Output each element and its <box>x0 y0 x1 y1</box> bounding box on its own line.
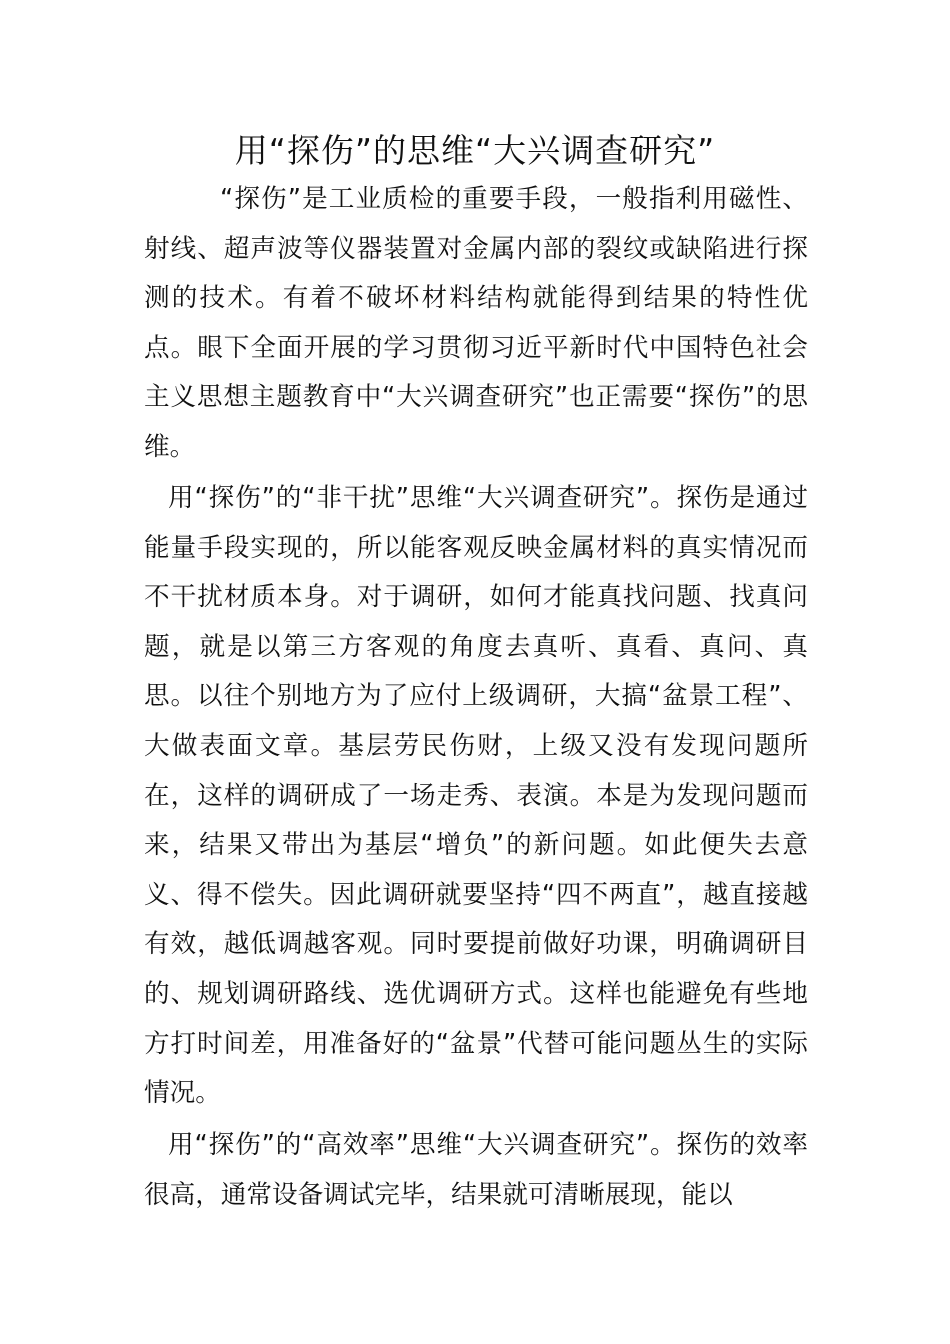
paragraph-intro: “探伤”是工业质检的重要手段，一般指利用磁性、射线、超声波等仪器装置对金属内部的裂纹或缺陷进行探测的技术。有着不破坏材料结构就能得到结果的特性优点。眼下全面开展的学习贯彻习近平新时代中国特色社会主义思想主题教育中“大兴调查研究”也正需要“探伤”的思维。 <box>144 184 808 462</box>
document-title: 用“探伤”的思维“大兴调查研究” <box>234 131 716 170</box>
paragraph-high-efficiency: 用“探伤”的“高效率”思维“大兴调查研究”。探伤的效率很高，通常设备调试完毕，结果就可清晰展现，能以 <box>144 1130 808 1210</box>
paragraph-non-interference: 用“探伤”的“非干扰”思维“大兴调查研究”。探伤是通过能量手段实现的，所以能客观反映金属材料的真实情况而不干扰材质本身。对于调研，如何才能真找问题、找真问题，就是以第三方客观的角度去真听、真看、真问、真思。以往个别地方为了应付上级调研，大搞“盆景工程”、大做表面文章。基层劳民伤财，上级又没有发现问题所在，这样的调研成了一场走秀、表演。本是为发现问题而来，结果又带出为基层“增负”的新问题。如此便失去意义、得不偿失。因此调研就要坚持“四不两直”，越直接越有效，越低调越客观。同时要提前做好功课，明确调研目的、规划调研路线、选优调研方式。这样也能避免有些地方打时间差，用准备好的“盆景”代替可能问题丛生的实际情况。 <box>144 483 808 1109</box>
